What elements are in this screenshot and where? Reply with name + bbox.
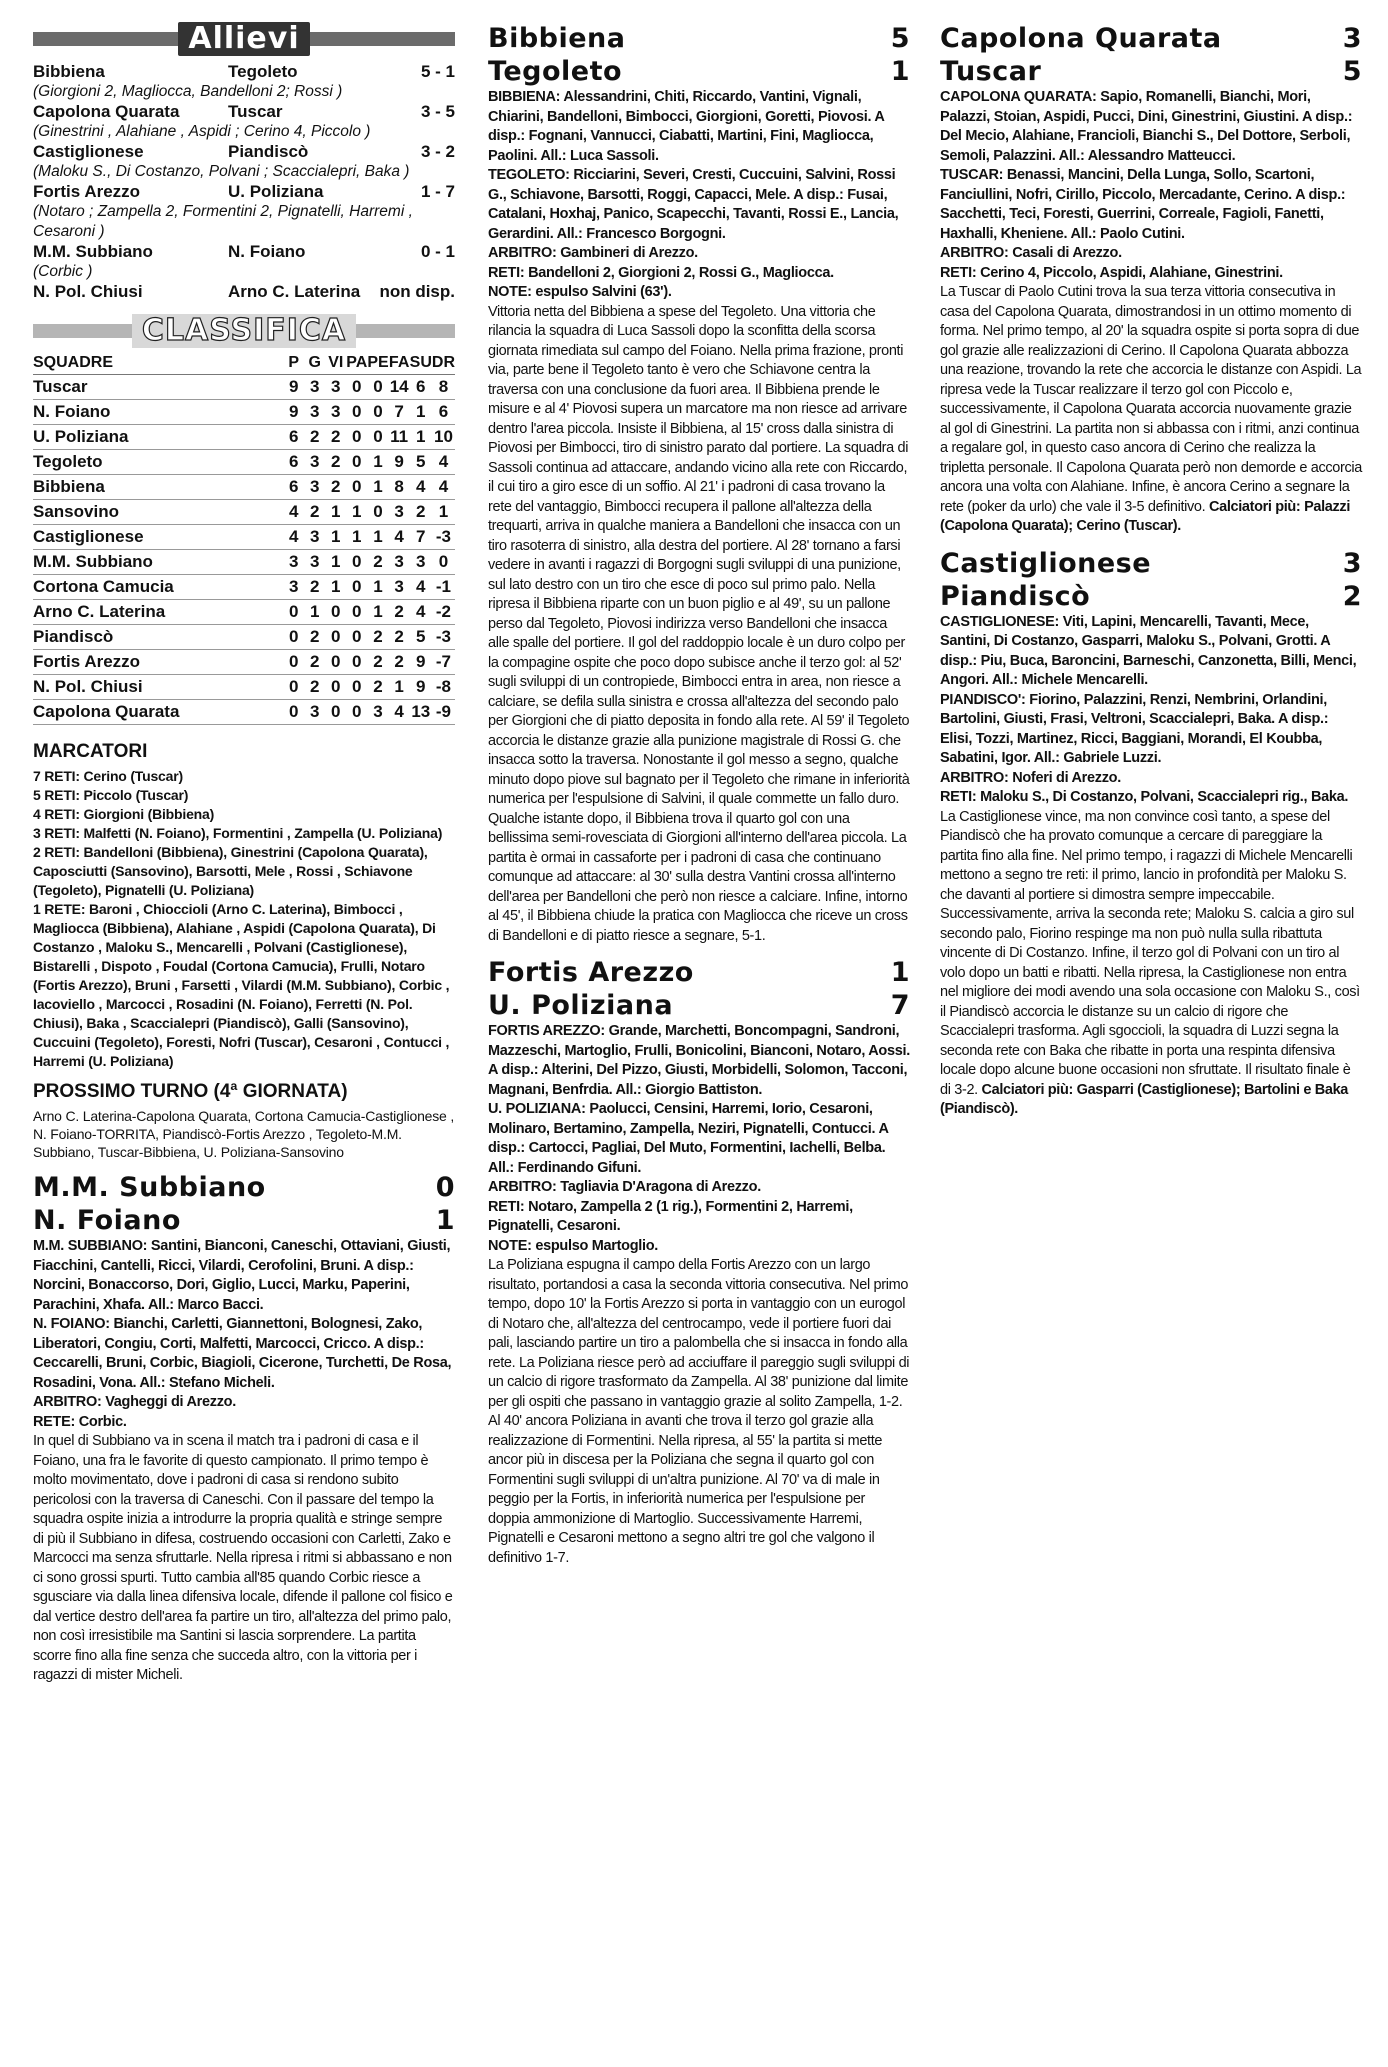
- result-scorers-row: [33, 162, 455, 182]
- scorer-line: 3 RETI: Malfetti (N. Foiano), Formentini , Zampella (U. Poliziana): [33, 825, 443, 841]
- result-scorers-row: [33, 122, 455, 142]
- standings-value: 0: [283, 700, 304, 725]
- standings-team: Tegoleto: [33, 450, 283, 475]
- standings-value: 1: [432, 500, 455, 525]
- standings-team: N. Foiano: [33, 400, 283, 425]
- match-report: [940, 808, 1362, 1120]
- standings-value: 1: [325, 575, 346, 600]
- standings-value: 1: [410, 400, 432, 425]
- standings-value: 1: [325, 550, 346, 575]
- standings-value: 3: [325, 375, 346, 400]
- result-scorers-row: [33, 262, 455, 282]
- standings-value: 0: [346, 700, 367, 725]
- result-away: Tegoleto: [228, 62, 298, 81]
- result-away: U. Poliziana: [228, 182, 324, 201]
- standings-value: 0: [325, 625, 346, 650]
- standings-value: 2: [389, 600, 410, 625]
- lineup-away: TEGOLETO: Ricciarini, Severi, Cresti, Cuccuini, Salvini, Rossi G., Schiavone, Barsotti, Roggi, Capacci, Mele. A disp.: Fusai, Catalani, Hoxhaj, Panico, Scapecchi, Tavanti, Rossi E., Lancia, Gerardini. All.: Francesco Borgogni.: [488, 167, 899, 242]
- standings-value: 1: [367, 600, 388, 625]
- standings-team: Bibbiena: [33, 475, 283, 500]
- match-away-row: [940, 580, 1362, 613]
- best-players: Calciatori più: Gasparri (Castiglionese); Bartolini e Baka (Piandiscò).: [940, 1081, 1349, 1117]
- result-home: Bibbiena: [33, 62, 105, 81]
- report-text: La Castiglionese vince, ma non convince così tanto, a spese del Piandiscò che ha provato comunque a cercare di pareggiare la partita fino alla fine. Nel primo tempo, i ragazzi di Michele Mencarelli mettono a segno tre reti: il primo, lancio in profondità per Maloku S. che davanti al portiere si dimostra sempre impeccabile. Successivamente, arriva la seconda rete; Maloku S. calcia a giro sul secondo palo, Fiorino respinge ma non può nulla sulla ribattuta vincente di Di Costanzo. Infine, il terzo gol di Polvani con un tiro al volo dopo un batti e ribatti. Nella ripresa, la Castiglionese non entra nel migliore dei modi avendo una sola occasione con Maloku S., così il Piandiscò accorcia le distanze su un calcio di rigore che Scaccialepri trasforma. Agli sgoccioli, la squadra di Luzzi segna la seconda rete con Baka che ribatte in porta una respinta difensiva locale dopo alcune buone occasioni non sfruttate. Il risultato finale è di 3-2.: [940, 808, 1360, 1098]
- standings-value: 10: [432, 425, 455, 450]
- standings-value: 5: [410, 625, 432, 650]
- result-scorers-row: [33, 82, 455, 102]
- standings-value: 1: [346, 525, 367, 550]
- standings-value: 2: [304, 650, 325, 675]
- home-score: 3: [1342, 23, 1362, 54]
- standings-value: 9: [410, 650, 432, 675]
- home-team: Capolona Quarata: [940, 23, 1222, 54]
- standings-value: 2: [367, 550, 388, 575]
- standings-value: 1: [367, 475, 388, 500]
- scorer-line: 7 RETI: Cerino (Tuscar): [33, 768, 183, 784]
- standings-team: Piandiscò: [33, 625, 283, 650]
- standings-value: 4: [410, 600, 432, 625]
- match-away-row: [940, 55, 1362, 88]
- home-team: M.M. Subbiano: [33, 1172, 266, 1203]
- lineup-home: CAPOLONA QUARATA: Sapio, Romanelli, Bianchi, Mori, Palazzi, Stoian, Aspidi, Pucci, Dini, Ginestrini, Giustini. A disp.: Del Mecio, Alahiane, Francioli, Bianchi S., Del Dottore, Serboli, Semoli, Palazzini. All.: Alessandro Matteucci.: [940, 89, 1353, 164]
- standings-value: -1: [432, 575, 455, 600]
- scorer-line: 4 RETI: Giorgioni (Bibbiena): [33, 806, 215, 822]
- standings-value: 7: [389, 400, 410, 425]
- home-score: 3: [1342, 547, 1362, 579]
- result-away: Arno C. Laterina: [228, 282, 361, 301]
- standings-header: DR: [432, 354, 455, 375]
- standings-header: FA: [389, 354, 410, 375]
- standings-value: 4: [410, 475, 432, 500]
- standings-row: [33, 550, 455, 575]
- marcatori-list: [33, 767, 455, 1071]
- standings-row: [33, 525, 455, 550]
- lineup-away: U. POLIZIANA: Paolucci, Censini, Harremi, Iorio, Cesaroni, Molinaro, Bertamino, Zampella, Neziri, Pignatelli, Contucci. A disp.: Cartocci, Pagliai, Del Muto, Formentini, Iachelli, Belba. All.: Ferdinando Gifuni.: [488, 1101, 889, 1176]
- referee: ARBITRO: Noferi di Arezzo.: [940, 769, 1121, 786]
- standings-value: 0: [346, 450, 367, 475]
- standings-value: 1: [304, 600, 325, 625]
- standings-value: 0: [367, 375, 388, 400]
- standings-header: VI: [325, 354, 346, 375]
- match-report: La Poliziana espugna il campo della Fortis Arezzo con un largo risultato, portandosi a casa la seconda vittoria consecutiva. Nel primo tempo, dopo 10' la Fortis Arezzo si porta in vantaggio con un eurogol di Notaro che, all'altezza del centrocampo, vede il portiere fuori dai pali, lasciando partire un tiro a palombella che si insacca in fondo alla rete. La Poliziana riesce però ad acciuffare il pareggio sugli sviluppi di un calcio di rigore trasformato da Zampella. Al 38' punizione dal limite per gli ospiti che passano in vantaggio grazie al solito Zampella, 1-2. Al 40' ancora Poliziana in avanti che trova il terzo gol grazie alla realizzazione di Formentini. Nella ripresa, al 55' la partita si mette ancor più in discesa per la Poliziana che segna il quarto gol con Formentini sugli sviluppi di un'altra punizione. Al 70' va di male in peggio per la Fortis, in inferiorità numerica per l'espulsione per doppia ammonizione di Martoglio. Successivamente Harremi, Pignatelli e Cesaroni mettono a segno altri tre gol che valgono il definitivo 1-7.: [488, 1257, 910, 1566]
- marcatori-title: MARCATORI: [33, 741, 148, 762]
- prossimo-title: PROSSIMO TURNO (4ª GIORNATA): [33, 1081, 348, 1102]
- standings-value: 3: [367, 700, 388, 725]
- standings-value: 0: [325, 600, 346, 625]
- standings-value: 0: [325, 675, 346, 700]
- result-score: 5 - 1: [420, 62, 455, 81]
- result-scorers: (Giorgioni 2, Magliocca, Bandelloni 2; Rossi ): [33, 83, 343, 100]
- standings-header: PE: [367, 354, 388, 375]
- home-score: 0: [435, 1172, 455, 1203]
- standings-value: 6: [283, 450, 304, 475]
- referee: ARBITRO: Gambineri di Arezzo.: [488, 245, 698, 261]
- standings-value: -2: [432, 600, 455, 625]
- result-score: 1 - 7: [420, 182, 455, 201]
- standings-value: 6: [283, 425, 304, 450]
- standings-value: 9: [283, 400, 304, 425]
- standings-team: Arno C. Laterina: [33, 600, 283, 625]
- home-score: 5: [890, 23, 910, 54]
- standings-value: 1: [325, 500, 346, 525]
- result-home: Castiglionese: [33, 142, 144, 161]
- standings-value: 1: [389, 675, 410, 700]
- standings-value: 2: [389, 650, 410, 675]
- standings-value: 9: [283, 375, 304, 400]
- away-score: 2: [1342, 580, 1362, 612]
- standings-value: 2: [304, 575, 325, 600]
- column-right: [940, 22, 1362, 1130]
- match-away-row: [488, 989, 910, 1022]
- result-home: Capolona Quarata: [33, 102, 180, 121]
- result-scorers: (Corbic ): [33, 263, 93, 280]
- standings-header: SU: [410, 354, 432, 375]
- result-home: Fortis Arezzo: [33, 182, 141, 201]
- away-team: Piandiscò: [940, 580, 1091, 612]
- standings-row: [33, 475, 455, 500]
- lineup-home: BIBBIENA: Alessandrini, Chiti, Riccardo, Vantini, Vignali, Chiarini, Bandelloni, Bimbocci, Giorgioni, Goretti, Piovosi. A disp.: Fognani, Vannucci, Ciabatti, Martini, Fini, Magliocca, Paolini. All.: Luca Sassoli.: [488, 89, 885, 164]
- standings-value: 2: [304, 675, 325, 700]
- standings-team: Fortis Arezzo: [33, 650, 283, 675]
- standings-value: 2: [325, 450, 346, 475]
- standings-value: 2: [325, 475, 346, 500]
- result-home: N. Pol. Chiusi: [33, 282, 143, 301]
- lineup-away: PIANDISCO': Fiorino, Palazzini, Renzi, Nembrini, Orlandini, Bartolini, Giusti, Frasi, Veltroni, Scaccialepri, Baka. A disp.: Elisi, Tozzi, Martinez, Ricci, Baggiani, Morandi, El Koubba, Sabatini, Igor. All.: Gabriele Luzzi.: [940, 691, 1329, 766]
- standings-value: 0: [367, 400, 388, 425]
- result-row: [33, 242, 455, 262]
- standings-row: [33, 625, 455, 650]
- standings-value: 0: [283, 625, 304, 650]
- match-home-row: [940, 22, 1362, 55]
- standings-value: 13: [410, 700, 432, 725]
- standings-value: 0: [325, 650, 346, 675]
- lineup-away: N. FOIANO: Bianchi, Carletti, Giannettoni, Bolognesi, Zako, Liberatori, Congiu, Corti, Malfetti, Marcocci, Cricco. A disp.: Ceccarelli, Bruni, Corbic, Biagioli, Cicerone, Turchetti, De Rosa, Rosadini, Vona. All.: Stefano Micheli.: [33, 1316, 452, 1391]
- standings-value: 2: [304, 425, 325, 450]
- standings-value: 3: [389, 550, 410, 575]
- standings-value: -8: [432, 675, 455, 700]
- standings-team: N. Pol. Chiusi: [33, 675, 283, 700]
- standings-team: U. Poliziana: [33, 425, 283, 450]
- match-home-row: [488, 22, 910, 55]
- column-middle: [488, 22, 910, 1578]
- result-score: 3 - 5: [420, 102, 455, 121]
- goals: RETI: Maloku S., Di Costanzo, Polvani, Scaccialepri rig., Baka.: [940, 789, 1349, 805]
- away-team: N. Foiano: [33, 1205, 181, 1236]
- match-home-row: [488, 956, 910, 989]
- match-report: Vittoria netta del Bibbiena a spese del Tegoleto. Una vittoria che rilancia la squadra di Luca Sassoli dopo la sconfitta della scorsa giornata rimediata sul campo del Foiano. Nella prima frazione, pronti via, parte bene il Tegoleto tanto è vero che Schiavone centra la traversa con una conclusione da fuori area. Il Bibbiena prende le misure e al 4' Piovosi supera un marcatore ma non riesce ad arrivare dentro l'area piccola. Insiste il Bibbiena, al 15' cross dalla sinistra di Piovosi per Bimbocci, tiro di sinistro parato dal portiere. La squadra di Sassoli continua ad attaccare, andando vicino alla rete con Riccardo, il cui tiro a giro esce di un soffio. Al 21' i padroni di casa trovano la rete del vantaggio, Bimbocci recupera il pallone all'altezza della trequarti, arriva in qualche maniera a Bandelloni che insacca con un tiro rasoterra di sinistro, alla destra del portiere. Al 28' tornano a farsi vedere in avanti i ragazzi di Borgogni sugli sviluppi di una punizione, sul lato destro con un tiro che esce di poco sul primo palo. Nella ripresa il Bibbiena riparte con un buon piglio e al 49', su un pallone perso dal Tegoleto, Piovosi indirizza verso Bandelloni che insacca alle spalle del portiere. Il gol del raddoppio locale è un duro colpo per la compagine ospite che poco dopo subisce anche il terzo gol: al 52' sugli sviluppi di un contropiede, Bimbocci entra in area, non riesce a calciare, se defila sulla sinistra e crossa all'altezza del secondo palo per Giorgioni che di piatto deposita in fondo alla rete. Al 59' il Tegoleto accorcia le distanze grazie alla punizione magistrale di Rossi G. che insacca sotto la traversa. Nonostante il gol messo a segno, qualche minuto dopo piove sul bagnato per il Tegoleto che rimane in inferiorità numerica per l'espulsione di Salvini, il quale commette un fallo duro. Qualche istante dopo, il Bibbiena trova il quarto gol con una bellissima semi-rovesciata di Giorgioni all'interno dell'area piccola. La partita è ormai in cassaforte per i padroni di casa che continuano comunque ad attaccare: al 30' sulla destra Vantini crossa all'interno dell'area per Bandelloni che però non riesce a calciare. Infine, intorno al 45', il Bibbiena chiude la pratica con Magliocca che riceve un cross di Bandelloni e di piatto riesce a segnare, 5-1.: [488, 303, 910, 944]
- standings-team: Cortona Camucia: [33, 575, 283, 600]
- report-text: La Tuscar di Paolo Cutini trova la sua terza vittoria consecutiva in casa del Capolona Quarata, dimostrandosi in un ottimo momento di forma. Nel primo tempo, al 20' la squadra ospite si porta sopra di due gol grazie alle realizzazioni di Cerino. Il Capolona Quarata abbozza una reazione, trovando la rete che accorcia le distanze con Aspidi. La ripresa vede la Tuscar realizzare il terzo gol con Piccolo e, successivamente, il Capolona Quarata accorcia nuovamente grazie al gol di Ginestrini. La partita non si abbassa con i ritmi, anzi continua a regalare gol, in questo caso ancora di Cerino che realizza la tripletta personale. Il Capolona Quarata però non demorde e accorcia ancora una volta con Alahiane. Infine, è ancora Cerino a segnare la rete (poker da urlo) che vale il 3-5 definitivo.: [940, 284, 1362, 515]
- result-scorers: (Notaro ; Zampella 2, Formentini 2, Pignatelli, Harremi , Cesaroni ): [33, 203, 413, 240]
- result-row: [33, 142, 455, 162]
- lineup-home: CASTIGLIONESE: Viti, Lapini, Mencarelli, Tavanti, Mece, Santini, Di Costanzo, Gasparri, Maloku S., Polvani, Grotti. A disp.: Piu, Buca, Baroncini, Barneschi, Canzonetta, Billi, Menci, Angori. All.: Michele Mencarelli.: [940, 613, 1357, 688]
- home-team: Fortis Arezzo: [488, 957, 694, 988]
- standings-value: 3: [304, 400, 325, 425]
- standings-value: 3: [283, 575, 304, 600]
- result-away: Piandiscò: [228, 142, 309, 161]
- away-team: Tegoleto: [488, 56, 623, 87]
- goals: RETE: Corbic.: [33, 1413, 127, 1430]
- game-fortis: [488, 956, 910, 1568]
- standings-value: 6: [432, 400, 455, 425]
- away-score: 7: [890, 990, 910, 1021]
- standings-value: 0: [325, 700, 346, 725]
- standings-value: 0: [432, 550, 455, 575]
- standings-value: 0: [283, 675, 304, 700]
- allievi-title: Allievi: [178, 22, 309, 56]
- standings-value: 0: [283, 650, 304, 675]
- notes: NOTE: espulso Martoglio.: [488, 1237, 659, 1254]
- scorer-line: 2 RETI: Bandelloni (Bibbiena), Ginestrini (Capolona Quarata), Caposciutti (Sansovino), Barsotti, Mele , Rossi , Schiavone (Tegoleto), Pignatelli (U. Poliziana): [33, 844, 428, 898]
- away-team: U. Poliziana: [488, 990, 674, 1021]
- standings-value: 1: [410, 425, 432, 450]
- standings-value: 3: [389, 575, 410, 600]
- standings-value: 1: [367, 575, 388, 600]
- standings-value: 4: [432, 475, 455, 500]
- standings-value: 2: [410, 500, 432, 525]
- goals: RETI: Bandelloni 2, Giorgioni 2, Rossi G., Magliocca.: [488, 264, 834, 281]
- match-away-row: [488, 55, 910, 88]
- classifica-banner: [33, 314, 455, 348]
- notes: NOTE: espulso Salvini (63').: [488, 284, 672, 300]
- standings-value: 9: [389, 450, 410, 475]
- standings-value: 0: [346, 475, 367, 500]
- standings-value: 0: [367, 425, 388, 450]
- standings-team: Castiglionese: [33, 525, 283, 550]
- standings-value: 4: [410, 575, 432, 600]
- standings-value: 14: [389, 375, 410, 400]
- standings-value: 3: [410, 550, 432, 575]
- scorer-line: 5 RETI: Piccolo (Tuscar): [33, 787, 189, 803]
- match-report: [940, 283, 1362, 537]
- standings-value: 4: [389, 525, 410, 550]
- standings-value: 0: [346, 425, 367, 450]
- standings-value: -3: [432, 525, 455, 550]
- home-team: Castiglionese: [940, 547, 1152, 579]
- column-left: [33, 22, 455, 1696]
- result-score: non disp.: [379, 282, 455, 301]
- standings-value: 4: [389, 700, 410, 725]
- standings-value: 9: [410, 675, 432, 700]
- standings-value: 0: [367, 500, 388, 525]
- standings-value: 5: [410, 450, 432, 475]
- referee: ARBITRO: Tagliavia D'Aragona di Arezzo.: [488, 1179, 761, 1195]
- match-away-row: [33, 1204, 455, 1237]
- standings-value: 3: [304, 450, 325, 475]
- standings-value: 2: [389, 625, 410, 650]
- result-scorers-row: [33, 202, 455, 242]
- standings-value: 2: [325, 425, 346, 450]
- standings-value: 4: [283, 500, 304, 525]
- standings-value: 2: [367, 650, 388, 675]
- standings-value: 3: [389, 500, 410, 525]
- standings-value: 3: [304, 375, 325, 400]
- standings-value: 2: [367, 675, 388, 700]
- standings-value: 0: [346, 600, 367, 625]
- standings-value: 0: [346, 400, 367, 425]
- standings-row: [33, 700, 455, 725]
- standings-value: 3: [304, 550, 325, 575]
- standings-row: [33, 400, 455, 425]
- standings-value: 3: [304, 525, 325, 550]
- standings-team: M.M. Subbiano: [33, 550, 283, 575]
- standings-team: Capolona Quarata: [33, 700, 283, 725]
- standings-value: 2: [304, 625, 325, 650]
- standings-header: SQUADRE: [33, 354, 283, 375]
- lineup-home: M.M. SUBBIANO: Santini, Bianconi, Caneschi, Ottaviani, Giusti, Fiacchini, Cantelli, Ricci, Vilardi, Cerofolini, Bruni. A disp.: Norcini, Bonaccorso, Dori, Giglio, Lucci, Marku, Paperini, Parachini, Xhafa. All.: Marco Bacci.: [33, 1238, 451, 1313]
- standings-row: [33, 675, 455, 700]
- standings-value: -3: [432, 625, 455, 650]
- standings-header: G: [304, 354, 325, 375]
- result-away: Tuscar: [228, 102, 283, 121]
- standings-table: [33, 354, 455, 725]
- standings-value: 8: [389, 475, 410, 500]
- standings-value: 1: [367, 525, 388, 550]
- result-scorers: (Ginestrini , Alahiane , Aspidi ; Cerino 4, Piccolo ): [33, 123, 371, 140]
- standings-row: [33, 425, 455, 450]
- result-row: [33, 282, 455, 302]
- standings-team: Sansovino: [33, 500, 283, 525]
- referee: ARBITRO: Casali di Arezzo.: [940, 245, 1122, 261]
- standings-row: [33, 375, 455, 400]
- standings-team: Tuscar: [33, 375, 283, 400]
- away-team: Tuscar: [940, 56, 1042, 87]
- standings-value: -9: [432, 700, 455, 725]
- standings-value: 3: [325, 400, 346, 425]
- result-scorers: (Maloku S., Di Costanzo, Polvani ; Scaccialepri, Baka ): [33, 163, 410, 180]
- standings-value: 2: [304, 500, 325, 525]
- away-score: 1: [435, 1205, 455, 1236]
- standings-value: 0: [346, 625, 367, 650]
- result-score: 0 - 1: [420, 242, 455, 261]
- game-castiglionese: [940, 547, 1362, 1120]
- standings-value: 0: [346, 550, 367, 575]
- classifica-title: CLASSIFICA: [132, 314, 356, 348]
- result-away: N. Foiano: [228, 242, 306, 261]
- standings-value: 0: [346, 650, 367, 675]
- standings-value: 7: [410, 525, 432, 550]
- standings-value: 0: [346, 675, 367, 700]
- standings-value: 0: [346, 375, 367, 400]
- standings-value: 6: [410, 375, 432, 400]
- result-home: M.M. Subbiano: [33, 242, 153, 261]
- away-score: 1: [890, 56, 910, 87]
- result-row: [33, 62, 455, 82]
- standings-row: [33, 450, 455, 475]
- standings-value: 8: [432, 375, 455, 400]
- goals: RETI: Cerino 4, Piccolo, Aspidi, Alahiane, Ginestrini.: [940, 264, 1283, 281]
- match-home-row: [940, 547, 1362, 580]
- result-row: [33, 102, 455, 122]
- standings-value: -7: [432, 650, 455, 675]
- best-players: Calciatori più: Palazzi (Capolona Quarata); Cerino (Tuscar).: [940, 498, 1350, 534]
- game-subbiano: [33, 1171, 455, 1686]
- standings-value: 1: [325, 525, 346, 550]
- standings-row: [33, 575, 455, 600]
- standings-header: PA: [346, 354, 367, 375]
- match-home-row: [33, 1171, 455, 1204]
- game-bibbiena: [488, 22, 910, 946]
- allievi-banner: [33, 22, 455, 56]
- results-table: [33, 62, 455, 302]
- prossimo-text: Arno C. Laterina-Capolona Quarata, Cortona Camucia-Castiglionese , N. Foiano-TORRITA, Piandiscò-Fortis Arezzo , Tegoleto-M.M. Subbiano, Tuscar-Bibbiena, U. Poliziana-Sansovino: [33, 1108, 455, 1160]
- home-team: Bibbiena: [488, 23, 626, 54]
- away-score: 5: [1342, 56, 1362, 87]
- referee: ARBITRO: Vagheggi di Arezzo.: [33, 1394, 236, 1410]
- standings-value: 1: [367, 450, 388, 475]
- lineup-home: FORTIS AREZZO: Grande, Marchetti, Boncompagni, Sandroni, Mazzeschi, Martoglio, Frulli, Bonicolini, Bianconi, Notaro, Aossi. A disp.: Alterini, Del Pizzo, Giusti, Morbidelli, Solomon, Tacconi, Magnani, Benfrdia. All.: Giorgio Battiston.: [488, 1023, 910, 1098]
- standings-value: 6: [283, 475, 304, 500]
- scorer-line: 1 RETE: Baroni , Chioccioli (Arno C. Laterina), Bimbocci , Magliocca (Bibbiena), Alahiane , Aspidi (Capolona Quarata), Di Costanzo , Maloku S., Mencarelli , Polvani (Castiglionese), Bistarelli , Dispoto , Foudal (Cortona Camucia), Frulli, Notaro (Fortis Arezzo), Bruni , Farsetti , Vilardi (M.M. Subbiano), Corbic , Iacoviello , Marcocci , Rosadini (N. Foiano), Ferretti (N. Pol. Chiusi), Baka , Scaccialepri (Piandiscò), Galli (Sansovino), Cuccuini (Tegoleto), Foresti, Nofri (Tuscar), Cesaroni , Contucci , Harremi (U. Poliziana): [33, 901, 450, 1069]
- game-capolona: [940, 22, 1362, 537]
- standings-value: 0: [283, 600, 304, 625]
- standings-value: 2: [367, 625, 388, 650]
- standings-value: 4: [432, 450, 455, 475]
- standings-row: [33, 650, 455, 675]
- standings-value: 4: [283, 525, 304, 550]
- standings-value: 0: [346, 575, 367, 600]
- goals: RETI: Notaro, Zampella 2 (1 rig.), Formentini 2, Harremi, Pignatelli, Cesaroni.: [488, 1198, 853, 1234]
- match-report: In quel di Subbiano va in scena il match tra i padroni di casa e il Foiano, una fra le favorite di questo campionato. Il primo tempo è molto movimentato, dove i padroni di casa si rendono subito pericolosi con la traversa di Caneschi. Con il passare del tempo la squadra ospite inizia a introdurre la propria qualità e stringe sempre di più il Subbiano in difesa, costruendo occasioni con Carletti, Zako e Marcocci ma senza sfruttarle. Nella ripresa i ritmi si abbassano e non ci sono grossi spurti. Tutto cambia all'85 quando Corbic riesce a sgusciare via dalla linea difensiva locale, difende il pallone col fisico e dal vertice destro dell'area fa partire un tiro, all'altezza del primo palo, non così irresistibile ma Santini si lascia sorprendere. La partita scorre fino alla fine senza che succeda altro, con la vittoria per i ragazzi di mister Micheli.: [33, 1433, 453, 1683]
- standings-value: 11: [389, 425, 410, 450]
- result-score: 3 - 2: [420, 142, 455, 161]
- standings-value: 3: [304, 475, 325, 500]
- standings-value: 3: [304, 700, 325, 725]
- lineup-away: TUSCAR: Benassi, Mancini, Della Lunga, Sollo, Scartoni, Fanciullini, Nofri, Cirillo, Piccolo, Mercadante, Cerino. A disp.: Sacchetti, Teci, Foresti, Guerrini, Correale, Fagioli, Fanetti, Haxhalli, Kheniene. All.: Paolo Cutini.: [940, 167, 1346, 242]
- standings-row: [33, 500, 455, 525]
- result-row: [33, 182, 455, 202]
- standings-header: P: [283, 354, 304, 375]
- standings-row: [33, 600, 455, 625]
- home-score: 1: [890, 957, 910, 988]
- standings-value: 1: [346, 500, 367, 525]
- standings-value: 3: [283, 550, 304, 575]
